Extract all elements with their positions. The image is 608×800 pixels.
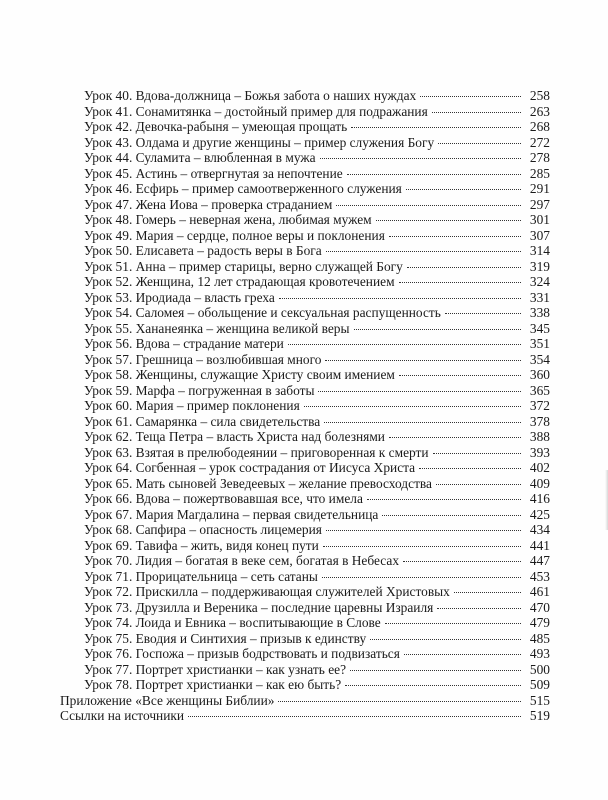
toc-entry-page-number: 500 bbox=[529, 661, 550, 677]
toc-entry-page-number: 453 bbox=[529, 568, 550, 584]
toc-entry-title: Урок 67. Мария Магдалина – первая свидетельница bbox=[84, 506, 379, 522]
dot-leader bbox=[389, 435, 521, 438]
toc-entry-title: Урок 55. Хананеянка – женщина великой веры bbox=[84, 320, 350, 336]
dot-leader bbox=[278, 699, 521, 702]
dot-leader bbox=[324, 420, 521, 423]
table-of-contents bbox=[60, 88, 550, 724]
toc-entry-page-number: 470 bbox=[529, 599, 550, 615]
toc-entry-title: Урок 72. Прискилла – поддерживающая служителей Христовых bbox=[84, 584, 450, 599]
toc-entry-title: Урок 52. Женщина, 12 лет страдающая кровотечением bbox=[84, 274, 395, 289]
toc-entry-lesson[interactable] bbox=[60, 460, 550, 476]
toc-entry-title: Урок 73. Друзилла и Вереника – последние царевны Израиля bbox=[84, 599, 434, 615]
toc-entry-page-number: 519 bbox=[529, 708, 550, 723]
toc-entry-title: Урок 77. Портрет христианки – как узнать ее? bbox=[84, 661, 347, 677]
toc-entry-lesson[interactable] bbox=[60, 119, 550, 135]
toc-entry-page-number: 360 bbox=[529, 367, 550, 382]
dot-leader bbox=[347, 172, 521, 175]
toc-entry-page-number: 434 bbox=[529, 522, 550, 537]
dot-leader bbox=[345, 683, 521, 686]
toc-entry-page-number: 409 bbox=[529, 475, 550, 491]
toc-entry-title: Урок 71. Прорицательница – сеть сатаны bbox=[84, 568, 318, 584]
toc-entry-page-number: 441 bbox=[529, 537, 550, 553]
dot-leader bbox=[385, 621, 521, 624]
toc-entry-page-number: 285 bbox=[529, 165, 550, 181]
toc-entry-page-number: 272 bbox=[529, 134, 550, 150]
dot-leader bbox=[367, 497, 521, 500]
toc-entry-page-number: 258 bbox=[529, 88, 550, 103]
toc-entry-lesson[interactable] bbox=[60, 398, 550, 414]
toc-entry-title: Урок 44. Суламита – влюбленная в мужа bbox=[84, 150, 316, 165]
toc-entry-title: Урок 69. Тавифа – жить, видя конец пути bbox=[84, 537, 319, 553]
toc-entry-lesson[interactable] bbox=[60, 445, 550, 461]
dot-leader bbox=[336, 203, 521, 206]
toc-entry-title: Урок 56. Вдова – страдание матери bbox=[84, 336, 284, 351]
dot-leader bbox=[354, 327, 522, 330]
toc-entry-title: Урок 47. Жена Иова – проверка страданием bbox=[84, 196, 333, 212]
toc-entry-title: Урок 63. Взятая в прелюбодеянии – приговоренная к смерти bbox=[84, 444, 429, 460]
toc-entry-title: Урок 45. Астинь – отвергнутая за непочтение bbox=[84, 165, 343, 181]
toc-entry-page-number: 297 bbox=[529, 196, 550, 212]
toc-entry-title: Урок 64. Согбенная – урок сострадания от Иисуса Христа bbox=[84, 460, 416, 475]
toc-entry-title: Урок 48. Гомерь – неверная жена, любимая мужем bbox=[84, 212, 372, 227]
toc-entry-lesson[interactable] bbox=[60, 646, 550, 662]
dot-leader bbox=[323, 544, 521, 547]
toc-entry-lesson[interactable] bbox=[60, 243, 550, 259]
toc-entry-page-number: 372 bbox=[529, 398, 550, 413]
toc-entry-page-number: 263 bbox=[529, 103, 550, 119]
toc-entry-title: Урок 78. Портрет христианки – как ею быть? bbox=[84, 677, 342, 692]
toc-entry-page-number: 378 bbox=[529, 413, 550, 429]
toc-entry-title: Урок 66. Вдова – пожертвовавшая все, что имела bbox=[84, 491, 363, 506]
dot-leader bbox=[188, 714, 521, 717]
toc-entry-lesson[interactable] bbox=[60, 600, 550, 616]
toc-entry-lesson[interactable] bbox=[60, 367, 550, 383]
dot-leader bbox=[403, 559, 521, 562]
toc-entry-lesson[interactable] bbox=[60, 584, 550, 600]
dot-leader bbox=[433, 451, 521, 454]
dot-leader bbox=[382, 513, 521, 516]
dot-leader bbox=[389, 234, 521, 237]
toc-entry-title: Урок 51. Анна – пример старицы, верно служащей Богу bbox=[84, 258, 403, 274]
dot-leader bbox=[399, 280, 521, 283]
toc-entry-lesson[interactable] bbox=[60, 631, 550, 647]
toc-entry-page-number: 402 bbox=[529, 460, 550, 475]
toc-entry-lesson[interactable] bbox=[60, 491, 550, 507]
toc-entry-lesson[interactable] bbox=[60, 181, 550, 197]
dot-leader bbox=[445, 311, 521, 314]
dot-leader bbox=[437, 606, 521, 609]
dot-leader bbox=[320, 156, 521, 159]
dot-leader bbox=[454, 590, 521, 593]
toc-entry-title: Урок 54. Саломея – обольщение и сексуальная распущенность bbox=[84, 305, 441, 320]
toc-entry-title: Урок 49. Мария – сердце, полное веры и поклонения bbox=[84, 227, 385, 243]
toc-entry-page-number: 515 bbox=[529, 692, 550, 708]
toc-entry-title: Урок 65. Мать сыновей Зеведеевых – желание превосходства bbox=[84, 475, 433, 491]
dot-leader bbox=[326, 528, 521, 531]
toc-entry-page-number: 268 bbox=[529, 119, 550, 134]
toc-entry-page-number: 493 bbox=[529, 646, 550, 661]
dot-leader bbox=[304, 404, 521, 407]
toc-entry-page-number: 509 bbox=[529, 677, 550, 692]
toc-entry-page-number: 447 bbox=[529, 553, 550, 568]
toc-entry-title: Урок 50. Елисавета – радость веры в Бога bbox=[84, 243, 322, 258]
dot-leader bbox=[399, 373, 521, 376]
toc-entry-lesson[interactable] bbox=[60, 677, 550, 693]
dot-leader bbox=[404, 652, 521, 655]
toc-entry-title: Урок 53. Иродиада – власть греха bbox=[84, 289, 275, 305]
toc-entry-page-number: 338 bbox=[529, 305, 550, 320]
dot-leader bbox=[376, 218, 521, 221]
dot-leader bbox=[326, 249, 521, 252]
toc-entry-lesson[interactable] bbox=[60, 553, 550, 569]
toc-entry-lesson[interactable] bbox=[60, 228, 550, 244]
toc-entry-page-number: 393 bbox=[529, 444, 550, 460]
toc-entry-title: Урок 75. Еводия и Синтихия – призыв к единству bbox=[84, 630, 367, 646]
toc-entry-page-number: 314 bbox=[529, 243, 550, 258]
toc-entry-lesson[interactable] bbox=[60, 197, 550, 213]
toc-entry-page-number: 351 bbox=[529, 336, 550, 351]
toc-entry-title: Урок 46. Есфирь – пример самоотверженного служения bbox=[84, 181, 402, 196]
toc-entry-lesson[interactable] bbox=[60, 429, 550, 445]
toc-entry-page-number: 354 bbox=[529, 351, 550, 367]
toc-entry-title: Урок 62. Теща Петра – власть Христа над болезнями bbox=[84, 429, 385, 444]
toc-entry-title: Урок 68. Сапфира – опасность лицемерия bbox=[84, 522, 322, 537]
dot-leader bbox=[350, 668, 521, 671]
toc-entry-title: Урок 57. Грешница – возлюбившая много bbox=[84, 351, 322, 367]
toc-entry-lesson[interactable] bbox=[60, 662, 550, 678]
toc-entry-lesson[interactable] bbox=[60, 104, 550, 120]
dot-leader bbox=[325, 358, 521, 361]
dot-leader bbox=[436, 482, 521, 485]
toc-entry-page-number: 324 bbox=[529, 274, 550, 289]
toc-entry-lesson[interactable] bbox=[60, 150, 550, 166]
toc-entry-page-number: 461 bbox=[529, 584, 550, 599]
toc-entry-lesson[interactable] bbox=[60, 615, 550, 631]
toc-entry-page-number: 345 bbox=[529, 320, 550, 336]
toc-entry-title: Урок 41. Сонамитянка – достойный пример для подражания bbox=[84, 103, 428, 119]
toc-entry-lesson[interactable] bbox=[60, 259, 550, 275]
toc-entry-appendix[interactable] bbox=[60, 693, 550, 709]
dot-leader bbox=[419, 466, 521, 469]
toc-entry-title: Урок 58. Женщины, служащие Христу своим имением bbox=[84, 367, 395, 382]
toc-entry-page-number: 485 bbox=[529, 630, 550, 646]
toc-entry-page-number: 388 bbox=[529, 429, 550, 444]
toc-entry-title: Приложение «Все женщины Библии» bbox=[60, 692, 275, 708]
dot-leader bbox=[438, 141, 521, 144]
toc-entry-page-number: 331 bbox=[529, 289, 550, 305]
toc-entry-lesson[interactable] bbox=[60, 336, 550, 352]
toc-entry-page-number: 301 bbox=[529, 212, 550, 227]
toc-entry-lesson[interactable] bbox=[60, 476, 550, 492]
dot-leader bbox=[351, 125, 521, 128]
dot-leader bbox=[318, 389, 521, 392]
toc-entry-lesson[interactable] bbox=[60, 352, 550, 368]
toc-entry-title: Урок 70. Лидия – богатая в веке сем, богатая в Небесах bbox=[84, 553, 400, 568]
toc-entry-title: Урок 74. Лоида и Евника – воспитывающие в Слове bbox=[84, 615, 381, 630]
toc-entry-lesson[interactable] bbox=[60, 321, 550, 337]
toc-entry-lesson[interactable] bbox=[60, 507, 550, 523]
toc-entry-title: Урок 61. Самарянка – сила свидетельства bbox=[84, 413, 321, 429]
toc-entry-title: Ссылки на источники bbox=[60, 708, 185, 723]
dot-leader bbox=[420, 94, 521, 97]
toc-entry-lesson[interactable] bbox=[60, 538, 550, 554]
toc-entry-page-number: 291 bbox=[529, 181, 550, 196]
dot-leader bbox=[288, 342, 521, 345]
dot-leader bbox=[370, 637, 521, 640]
dot-leader bbox=[432, 110, 521, 113]
toc-entry-title: Урок 43. Олдама и другие женщины – пример служения Богу bbox=[84, 134, 435, 150]
toc-entry-lesson[interactable] bbox=[60, 166, 550, 182]
toc-entry-lesson[interactable] bbox=[60, 522, 550, 538]
dot-leader bbox=[407, 265, 521, 268]
toc-entry-lesson[interactable] bbox=[60, 414, 550, 430]
toc-entry-page-number: 365 bbox=[529, 382, 550, 398]
toc-entry-page-number: 278 bbox=[529, 150, 550, 165]
toc-entry-lesson[interactable] bbox=[60, 274, 550, 290]
toc-entry-page-number: 416 bbox=[529, 491, 550, 506]
toc-entry-appendix[interactable] bbox=[60, 708, 550, 724]
dot-leader bbox=[322, 575, 521, 578]
dot-leader bbox=[279, 296, 521, 299]
toc-entry-title: Урок 76. Госпожа – призыв бодрствовать и подвизаться bbox=[84, 646, 400, 661]
toc-entry-lesson[interactable] bbox=[60, 135, 550, 151]
toc-entry-title: Урок 59. Марфа – погруженная в заботы bbox=[84, 382, 315, 398]
toc-entry-page-number: 425 bbox=[529, 506, 550, 522]
toc-entry-title: Урок 40. Вдова-должница – Божья забота о наших нуждах bbox=[84, 88, 417, 103]
toc-entry-lesson[interactable] bbox=[60, 569, 550, 585]
toc-entry-page-number: 479 bbox=[529, 615, 550, 630]
toc-entry-lesson[interactable] bbox=[60, 88, 550, 104]
toc-entry-page-number: 319 bbox=[529, 258, 550, 274]
dot-leader bbox=[406, 187, 521, 190]
toc-entry-lesson[interactable] bbox=[60, 212, 550, 228]
toc-entry-lesson[interactable] bbox=[60, 290, 550, 306]
toc-entry-title: Урок 42. Девочка-рабыня – умеющая прощать bbox=[84, 119, 348, 134]
toc-entry-lesson[interactable] bbox=[60, 305, 550, 321]
toc-entry-page-number: 307 bbox=[529, 227, 550, 243]
toc-entry-title: Урок 60. Мария – пример поклонения bbox=[84, 398, 300, 413]
toc-entry-lesson[interactable] bbox=[60, 383, 550, 399]
